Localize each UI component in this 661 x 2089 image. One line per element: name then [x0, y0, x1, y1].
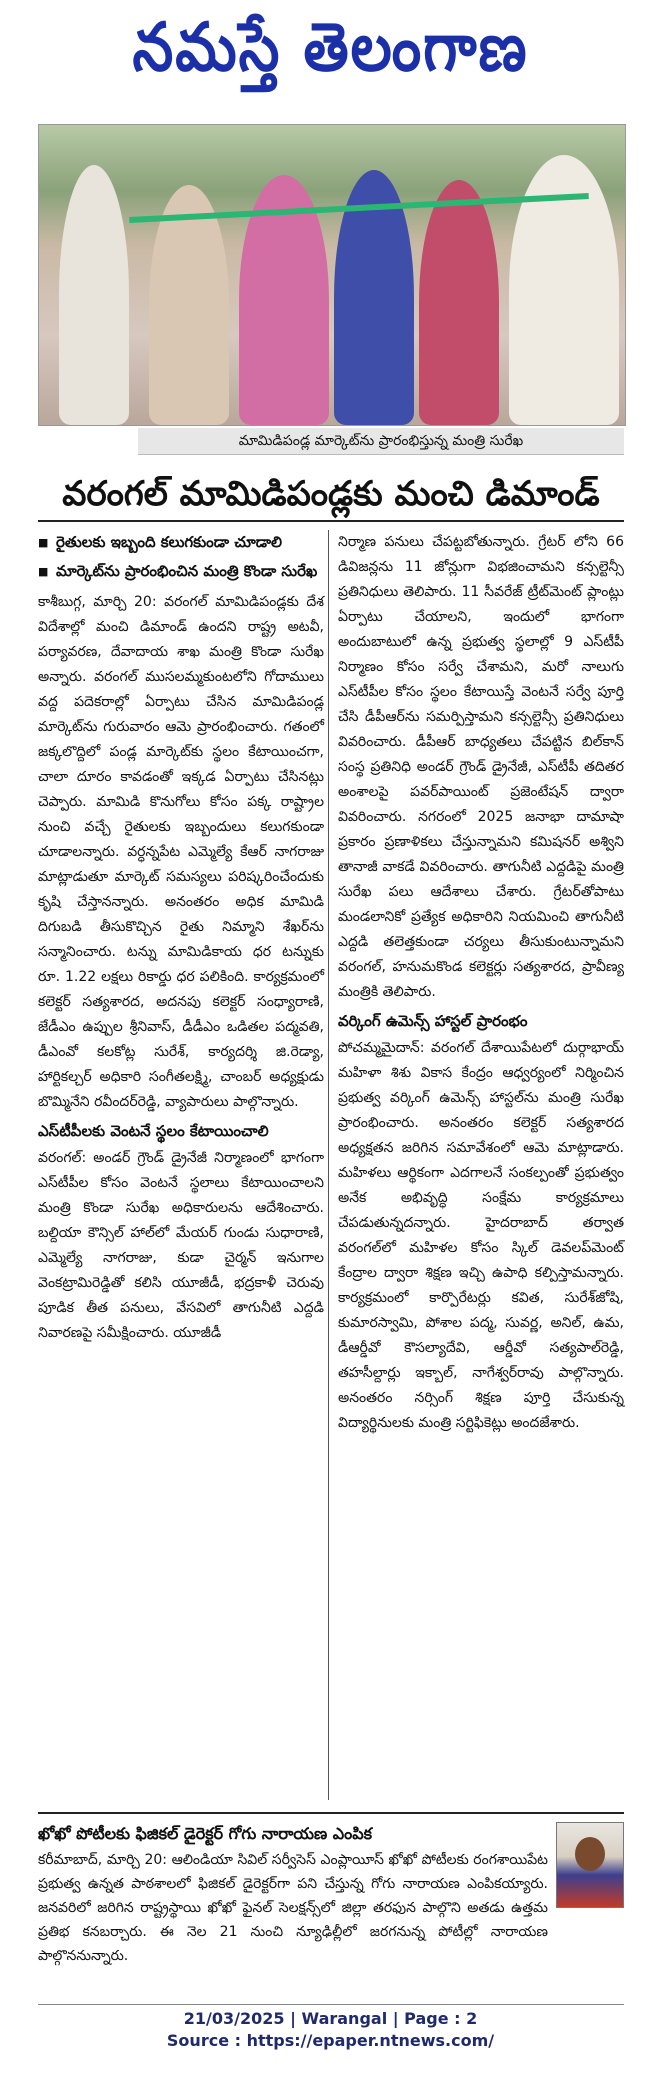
- article-subheading: వర్కింగ్ ఉమెన్స్ హాస్టల్ ప్రారంభం: [338, 1012, 528, 1030]
- box-story-body: కరీమాబాద్, మార్చి 20: ఆలిండియా సివిల్ సర్వీసెస్ ఎంప్లాయీస్ ఖోఖో పోటీలకు రంగశాయిపేట ప్రభుత్వ ఉన్నత పాఠశాలలో ఫిజికల్ డైరెక్టర్‌గా పని చేస్తున్న గోగు నారాయణ ఎంపికయ్యారు. జనవరిలో జరిగిన రాష్ట్రస్థాయి ఖోఖో ఫైనల్ సెలక్షన్స్‌లో జిల్లా తరఫున పాల్గొని అతడు ఉత్తమ ప్రతిభ కనబర్చారు. ఈ నెల 21 నుంచి న్యూఢిల్లీలో జరగనున్న పోటీల్లో నారాయణ పాల్గొననున్నారు.: [38, 1852, 548, 1964]
- masthead: [0, 0, 661, 110]
- photo-person: [419, 180, 499, 425]
- portrait-photo: [556, 1822, 624, 1908]
- highlight-item: ■ రైతులకు ఇబ్బంది కలుగకుండా చూడాలి: [38, 530, 324, 555]
- news-photo: [38, 124, 626, 426]
- highlight-item: ■ మార్కెట్‌ను ప్రారంభించిన మంత్రి కొండా సురేఖ: [38, 559, 324, 584]
- photo-person: [59, 165, 129, 425]
- article-column-left: [38, 530, 324, 1346]
- article-paragraph: కాశీబుగ్గ, మార్చి 20: వరంగల్ మామిడిపండ్లకు దేశ విదేశాల్లో మంచి డిమాండ్ ఉందని రాష్ట్ర అటవీ, పర్యావరణ, దేవాదాయ శాఖ మంత్రి కొండా సురేఖ అన్నారు. వరంగల్ ముసలమ్మకుంటలోని గోదాములు వద్ద పదెకరాల్లో ఏర్పాటు చేసిన మామిడిపండ్ల మార్కెట్‌ను గురువారం ఆమె ప్రారంభించారు. గతంలో జక్కలొద్దిలో పండ్ల మార్కెట్‌కు స్థలం కేటాయించగా, చాలా దూరం కావడంతో ఇక్కడ ఏర్పాటు చేసినట్లు చెప్పారు. మామిడి కొనుగోలు కోసం పక్క రాష్ట్రాల నుంచి వచ్చే రైతులకు ఇబ్బందులు కలుగకుండా చూడాలన్నారు. వర్ధన్నపేట ఎమ్మెల్యే కేఆర్ నాగరాజు మాట్లాడుతూ మార్కెట్ సమస్యలు పరిష్కరించేందుకు కృషి చేస్తానన్నారు. అనంతరం అధిక మామిడి దిగుబడి తీసుకొచ్చిన రైతు నిమ్మాని శేఖర్‌ను సన్మానించారు. టన్ను మామిడికాయ ధర టన్నుకు రూ. 1.22 లక్షలు రికార్డు ధర పలికింది. కార్యక్రమంలో కలెక్టర్ సత్యశారద, అదనపు కలెక్టర్ సంధ్యారాణి, జేడీఎం ఉప్పుల శ్రీనివాస్, డీడీఎం ఒడితల పద్మవతి, డీఎంవో కలకోట్ల సురేశ్, కార్యదర్శి జి.రెడ్యా, హార్టికల్చర్ అధికారి సంగీతలక్ష్మి, చాంబర్ అధ్యక్షుడు బొమ్మినేని రవీందర్‌రెడ్డి, వ్యాపారులు పాల్గొన్నారు.: [38, 594, 324, 1110]
- article-paragraph: పోచమ్మమైదాన్: వరంగల్ దేశాయిపేటలో దుర్గాభాయ్ మహిళా శిశు వికాస కేంద్రం ఆధ్వర్యంలో నిర్మించిన ప్రభుత్వ వర్కింగ్ ఉమెన్స్ హాస్టల్‌ను మంత్రి సురేఖ ప్రారంభించారు. అనంతరం కలెక్టర్ సత్యశారద అధ్యక్షతన జరిగిన సమావేశంలో ఆమె మాట్లాడారు. మహిళలు ఆర్థికంగా ఎదగాలనే సంకల్పంతో ప్రభుత్వం అనేక అభివృద్ధి సంక్షేమ కార్యక్రమాలు చేపడుతున్నదన్నారు. హైదరాబాద్ తర్వాత వరంగల్‌లో మహిళల కోసం స్కిల్ డెవలప్‌మెంట్ కేంద్రాల ద్వారా శిక్షణ ఇచ్చి ఉపాధి కల్పిస్తామన్నారు. కార్యక్రమంలో కార్పొరేటర్లు కవిత, సురేశ్‌జోషి, కుమారస్వామి, పోశాల పద్మ, సువర్ణ, అనిల్, ఉమ, డీఆర్డీవో కౌసల్యాదేవి, ఆర్డీవో సత్యపాల్‌రెడ్డి, తహసీల్దార్లు ఇక్బాల్, నాగేశ్వర్‌రావు పాల్గొన్నారు. అనంతరం నర్సింగ్ శిక్షణ పూర్తి చేసుకున్న విద్యార్థినులకు మంత్రి సర్టిఫికెట్లు అందజేశారు.: [338, 1040, 624, 1431]
- source-link[interactable]: Source : https://epaper.ntnews.com/: [166, 2031, 495, 2050]
- page-footer: [0, 2008, 661, 2052]
- edition-info: 21/03/2025 | Warangal | Page : 2: [183, 2009, 478, 2028]
- highlight-list: [38, 530, 324, 584]
- column-divider: [328, 530, 329, 1800]
- article-column-right: [338, 530, 624, 1436]
- article-headline: వరంగల్ మామిడిపండ్లకు మంచి డిమాండ్: [38, 468, 624, 522]
- article-paragraph: నిర్మాణ పనులు చేపట్టబోతున్నారు. గ్రేటర్ లోని 66 డివిజన్లను 11 జోన్లుగా విభజించామని కన్సల్టెన్సీ ప్రతినిధులు తెలిపారు. 11 సీవరేజ్ ట్రీట్‌మెంట్ ప్లాంట్లు ఏర్పాటు చేయాలని, ఇందులో భాగంగా అందుబాటులో ఉన్న ప్రభుత్వ స్థలాల్లో 9 ఎస్‌టీపీ నిర్మాణం కోసం సర్వే చేశామని, మరో నాలుగు ఎస్‌టీపీల కోసం స్థలం కేటాయిస్తే వెంటనే సర్వే పూర్తి చేసి డీపీఆర్‌ను సమర్పిస్తామని కన్సల్టెన్సీ ప్రతినిధులు వివరించారు. డీపీఆర్ బాధ్యతలు చేపట్టిన బిల్‌కాన్ సంస్థ ప్రతినిధి అండర్ గ్రౌండ్ డ్రైనేజీ, ఎస్‌టీపీ తదితర అంశాలపై పవర్‌పాయింట్ ప్రజెంటేషన్ ద్వారా వివరించారు. నగరంలో 2025 జనాభా దామాషా ప్రకారం ప్రణాళికలు చేస్తున్నామని కమిషనర్ అశ్విని తానాజీ వాకడే వివరించారు. తాగునీటి ఎద్దడిపై మంత్రి సురేఖ పలు ఆదేశాలు చేశారు. గ్రేటర్‌తోపాటు మండలానికో ప్రత్యేక అధికారిని నియమించి తాగునీటి ఎద్దడి తలెత్తకుండా చర్యలు తీసుకుంటున్నామని వరంగల్, హనుమకొండ కలెక్టర్లు సత్యశారద, ప్రావీణ్య మంత్రికి తెలిపారు.: [338, 534, 624, 1000]
- portrait-face: [575, 1837, 605, 1871]
- box-story-title: ఖోఖో పోటీలకు ఫిజికల్ డైరెక్టర్ గోగు నారాయణ ఎంపిక: [38, 1824, 372, 1843]
- photo-caption: మామిడిపండ్ల మార్కెట్‌ను ప్రారంభిస్తున్న మంత్రి సురేఖ: [138, 428, 624, 455]
- box-story: [38, 1812, 624, 2005]
- newspaper-logo: నమస్తే తెలంగాణ: [132, 7, 529, 86]
- article-subheading: ఎస్‌టీపీలకు వెంటనే స్థలం కేటాయించాలి: [38, 1122, 269, 1140]
- article-paragraph: వరంగల్: అండర్ గ్రౌండ్ డ్రైనేజీ నిర్మాణంలో భాగంగా ఎస్‌టీపీల కోసం వెంటనే స్థలాలు కేటాయించాలని మంత్రి కొండా సురేఖ అధికారులను ఆదేశించారు. బల్దియా కౌన్సిల్ హాల్‌లో మేయర్ గుండు సుధారాణి, ఎమ్మెల్యే నాగరాజు, కుడా చైర్మన్ ఇనుగాల వెంకట్రామిరెడ్డితో కలిసి యూజీడీ, భద్రకాళీ చెరువు పూడిక తీత పనులు, వేసవిలో తాగునీటి ఎద్దడి నివారణపై సమీక్షించారు. యూజీడీ: [38, 1150, 324, 1341]
